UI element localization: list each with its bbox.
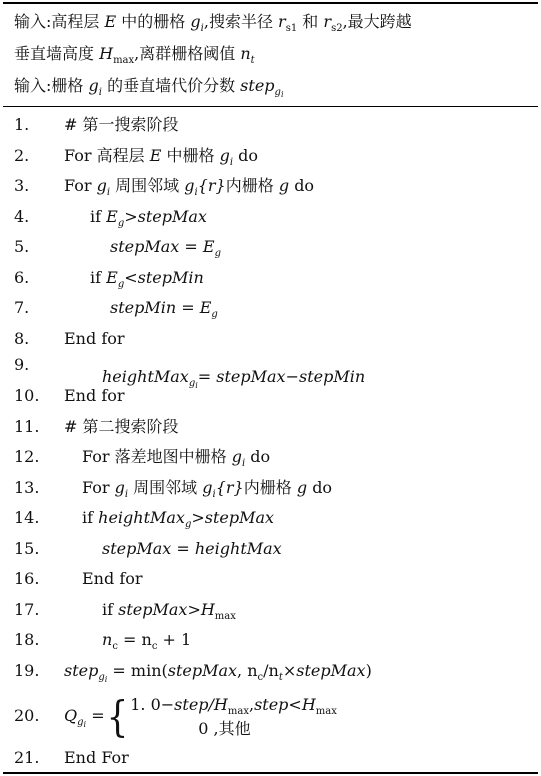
input-label: 输入: xyxy=(14,76,52,95)
code-line: 19. step$_{g_i}$ = min(stepMax, $n_c/n_t\times stepMax$) xyxy=(14,660,372,684)
code-line: 10. End for xyxy=(14,386,125,405)
header-rule xyxy=(3,106,538,107)
code-line: 13. For $g_i$ 周围邻域 $g_i\{r\}$内栅格 g do xyxy=(14,477,333,500)
code-line: 17. if $stepMax>H_{max}$ xyxy=(14,599,236,622)
code-line: 11. # 第二搜索阶段 xyxy=(14,416,179,436)
code-line: 14. if heightMax$_g$>stepMax xyxy=(14,508,275,530)
code-line: 4. if $E_g>stepMax$ xyxy=(14,206,207,229)
code-line: 1. # 第一搜索阶段 xyxy=(14,115,179,134)
top-rule xyxy=(3,2,538,4)
algorithm-header xyxy=(14,6,535,102)
code-line: 3. For $g_i$ 周围邻域 $g_i\{r\}$内栅格 g do xyxy=(14,176,315,198)
code-line: 7. stepMin = $E_g$ xyxy=(14,298,218,320)
code-line: 16. End for xyxy=(14,569,143,588)
code-line: 9. heightMax$_{g_i}$= stepMax−stepMin xyxy=(14,355,366,390)
code-line: 2. For 高程层 E 中栅格 $g_i$ do xyxy=(14,145,259,168)
input-line-2: 输入:栅格 $g_i$ 的垂直墙代价分数 step$_{g_i}$ xyxy=(14,76,284,99)
input-label: 输入: xyxy=(14,12,52,31)
left-brace-icon: { xyxy=(106,691,129,742)
code-line: 6. if $E_g<stepMin$ xyxy=(14,267,204,290)
code-line: 15. stepMax = heightMax xyxy=(14,538,282,558)
code-line: 18. $n_c = n_c + 1$ xyxy=(14,630,192,652)
input-line-1-cont: 垂直墙高度 $H_{max}$,离群栅格阈值 $n_t$ xyxy=(14,44,255,66)
piecewise-cases: 1. $0-step/H_{max},step<H_{max}$ 0 ,其他 xyxy=(130,694,337,738)
code-line: 20. $Q_{g_i}$ ={ 1. $0-step/H_{max},step<H_{max}$ 0 ,其他 xyxy=(14,691,337,742)
code-line: 12. For 落差地图中栅格 $g_i$ do xyxy=(14,447,271,469)
code-line: 8. End for xyxy=(14,328,125,348)
code-line: 21. End For xyxy=(14,748,129,767)
input-line-1: 输入:高程层 E 中的栅格 $g_i$,搜索半径 $r_{s1}$ 和 $r_{s2}$,最大跨越 xyxy=(14,12,412,34)
code-line: 5. stepMax = $E_g$ xyxy=(14,237,221,259)
